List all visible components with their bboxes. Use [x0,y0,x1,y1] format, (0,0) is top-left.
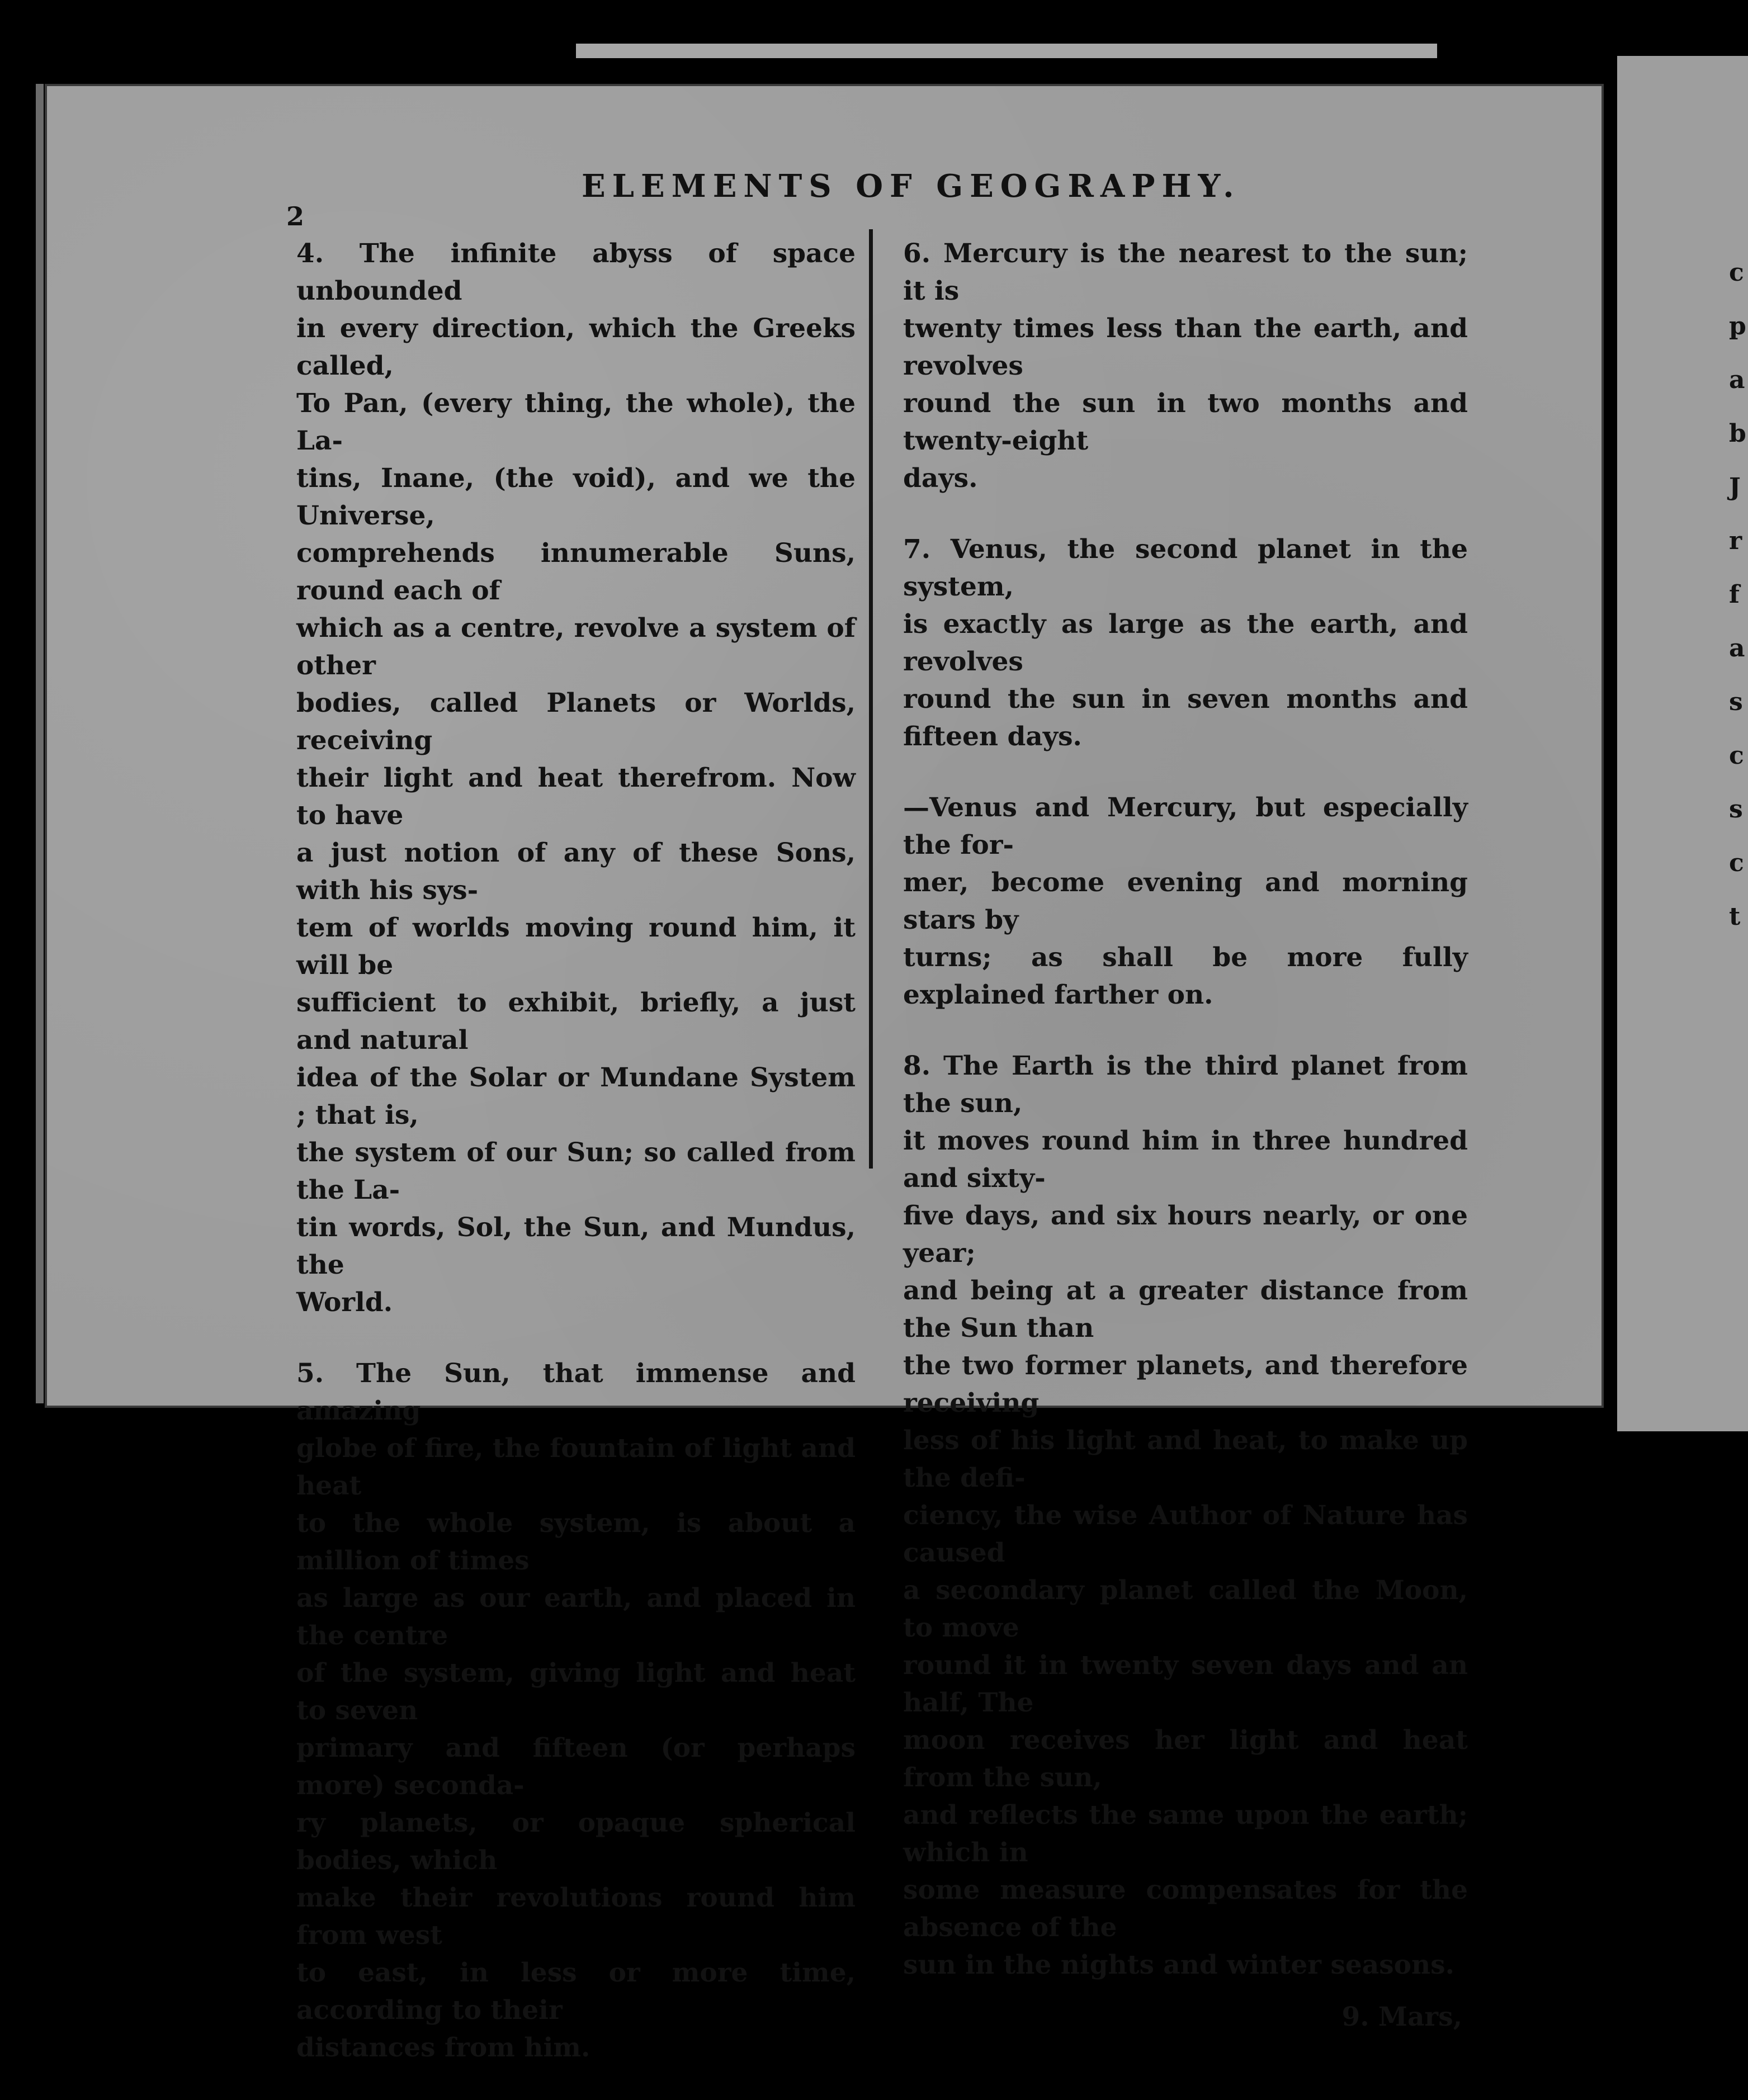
catchword: 9. Mars, [1341,2002,1462,2032]
edge-letter: a [1729,366,1745,394]
paragraph-venus-mercury: —Venus and Mercury, but especially the for- mer, become evening and morning stars by turns; as shall be more fully explained farther on. [903,792,1468,1010]
column-divider [869,229,873,1169]
edge-letter: t [1729,902,1741,931]
paragraph-5: 5. The Sun, that immense and amazing globe of fire, the fountain of light and heat to the whole system, is about a million of times as large as our earth, and placed in the centre of the system, giving light and heat to seven primary and fifteen (or perhaps more) seconda- ry planets, or opaque spherical bodies, which make their revolutions round him from west to east, in less or more time, according to their distances from him. [296,1358,856,2063]
edge-letter: b [1729,419,1746,448]
edge-letter: J [1729,473,1741,502]
paragraph-8: 8. The Earth is the third planet from the sun, it moves round him in three hundred and sixty- five days, and six hours nearly, or one year; and being at a greater distance from the Sun than the two former planets, and therefore receiving less of his light and heat, to make up the defi- ciency, the wise Author of Nature has caused a secondary planet called the Moon, to move round it in twenty seven days and an half, The moon receives her light and heat from the sun, and reflects the same upon the earth; which in some measure compensates for the absence of the sun in the nights and winter seasons. [903,1051,1468,1980]
paragraph-7: 7. Venus, the second planet in the system, is exactly as large as the earth, and revolves round the sun in seven months and fifteen days. [903,534,1468,752]
running-head: ELEMENTS OF GEOGRAPHY. [582,168,1241,205]
paragraph-4: 4. The infinite abyss of space unbounded in every direction, which the Greeks called, To Pan, (every thing, the whole), the La- tins, Inane, (the void), and we the Universe, comprehends innumerable Suns, round each of which as a centre, revolve a system of other bodies, called Planets or Worlds, receiving their light and heat therefrom. Now to have a just notion of any of these Sons, with his sys- tem of worlds moving round him, it will be sufficient to exhibit, briefly, a just and natural idea of the Solar or Mundane System ; that is, the system of our Sun; so called from the La- tin words, Sol, the Sun, and Mundus, the World. [296,238,856,1318]
edge-letter: s [1729,688,1743,716]
adjacent-page-letters [1729,246,1746,944]
paragraph-6: 6. Mercury is the nearest to the sun; it is twenty times less than the earth, and revolves round the sun in two months and twenty-eight days. [903,238,1468,494]
edge-letter: c [1729,258,1744,287]
edge-letter: p [1729,312,1746,340]
left-column [296,235,856,2100]
edge-letter: c [1729,741,1744,770]
edge-letter: a [1729,634,1745,663]
edge-letter: f [1729,580,1740,609]
right-column [903,235,1468,2036]
page-edge [36,84,44,1403]
page-number: 2 [286,201,305,231]
edge-letter: c [1729,849,1744,877]
binding-strip [576,44,1437,58]
adjacent-page [1617,56,1748,1431]
edge-letter: s [1729,795,1743,824]
edge-letter: r [1729,527,1742,555]
